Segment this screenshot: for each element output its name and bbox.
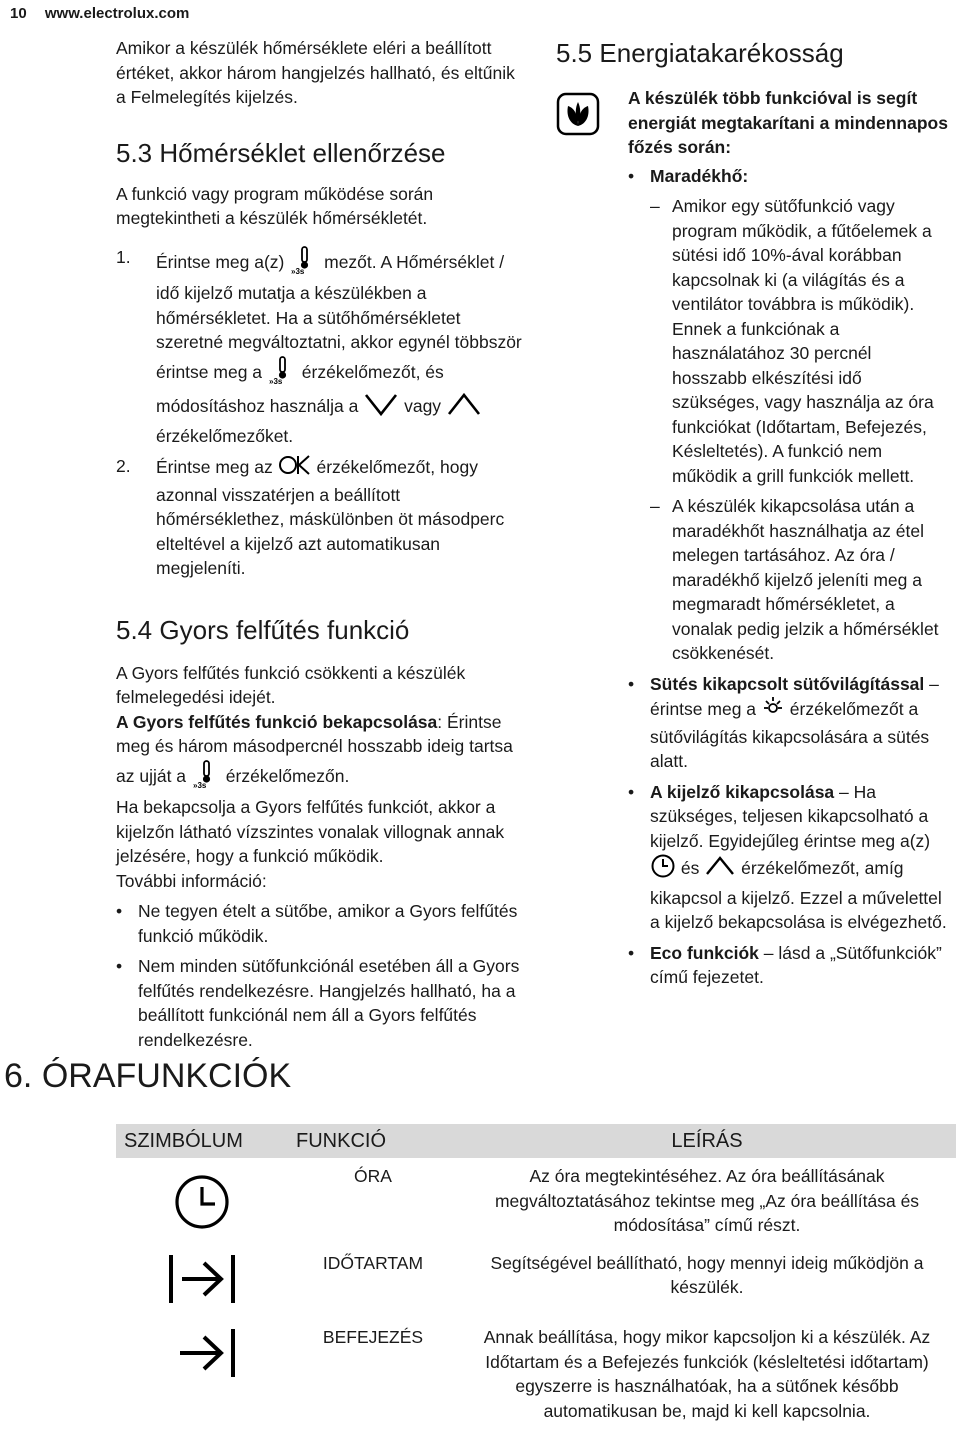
table-row [116, 1319, 956, 1429]
end-icon [166, 1365, 238, 1385]
list-item: • Eco funkciók – lásd a „Sütőfunkciók” című fejezetet. [628, 942, 942, 987]
list-item: • Nem minden sütőfunkciónál esetében áll a Gyors felfűtés rendelkezésre. Hangjelzés hallható, ha a beállított funkciónál nem áll a Gyors felfűtés rendelkezésre. [116, 956, 520, 1050]
list-item: • A kijelző kikapcsolása – Ha szükséges, teljesen kikapcsolható a kijelző. Egyidejűleg érintse meg a(z) és érzékelőmezőt, amíg kikapcsol a kijelző. Ezzel a művelettel a kijelző bekapcsolása is elvégezhető. [628, 781, 947, 932]
section-5-4-p4: További információ: [116, 870, 267, 891]
clock-icon [650, 853, 676, 886]
energy-saving-block [628, 86, 948, 990]
step-2: 2. Érintse meg az érzékelőmezőt, hogy azonnal visszatérjen a beállított hőmérséklethez, máskülönben öt másodperc elteltével a kijelző azt automatikusan megjeleníti. [116, 456, 505, 578]
chevron-down-icon [363, 391, 399, 424]
svg-text:»3s: »3s [192, 780, 207, 789]
chevron-up-icon [446, 391, 482, 424]
step-1: 1. Érintse meg a(z) »3s mezőt. A Hőmérséklet / idő kijelző mutatja a készülékben a hőmérsékletet. Ha a sütőhőmérsékletet szeretné megváltoztatni, akkor egynél többször érintse meg a »3s érzékelőmezőt, és módosításhoz használja a vagy érzékelőmezőket. [116, 246, 522, 446]
svg-text:»3s: »3s [268, 376, 283, 385]
section-5-4-p3: Ha bekapcsolja a Gyors felfűtés funkciót, akkor a kijelzőn látható vízszintes vonalak villognak annak jelzésére, hogy a funkció működik. [116, 797, 505, 866]
section-5-3-intro: A funkció vagy program működése során megtekintheti a készülék hőmérsékletét. [116, 183, 434, 228]
table-row [116, 1158, 956, 1245]
quick-heat-bullets [116, 899, 526, 1052]
list-item: • Maradékhő: – Amikor egy sütőfunkció vagy program működik, a fűtőelemek a sütési idő 10%-ával korábban kapcsolnak ki (a világítás és a ventilátor továbbra is működik). Ennek a funkciónak a használatához 30 percnél hosszabb elkészítési idő szükséges, vagy használja az óra funkciókat (Időtartam, Befejezés, Késleltetés). A funkció nem működik a grill funkciók mellett. – A készülék kikapcsolása után a maradékhőt használhatja az étel melegen tartásához. Az óra / maradékhő kijelző jeleníti meg a megmaradt hőmérsékletet, a vonalak pedig jelzik a hőmérséklet csökkenését. [628, 164, 948, 666]
energy-bullets [628, 164, 948, 990]
site-link[interactable]: www.electrolux.com [44, 5, 190, 22]
thermometer-3s-icon [191, 759, 221, 796]
section-5-5-heading: 5.5 Energiatakarékosság [556, 38, 844, 68]
list-item: • Sütés kikapcsolt sütővilágítással – érintse meg a érzékelőmezőt a sütővilágítás kikapcsolására a sütés alatt. [628, 673, 939, 771]
section-5-4-p2: A Gyors felfűtés funkció bekapcsolása: Érintse meg és három másodpercnél hosszabb ideig tartsa az ujját a »3s érzékelőmezőn. [116, 710, 526, 796]
section-5-4-p1: A Gyors felfűtés funkció csökkenti a készülék felmelegedési idejét. [116, 662, 466, 707]
ok-icon [278, 454, 312, 483]
duration-icon [166, 1291, 238, 1311]
intro-paragraph: Amikor a készülék hőmérséklete eléri a beállított értéket, akkor három hangjelzés hallható, és eltűnik a Felmelegítés kijelzés. [116, 38, 515, 107]
chevron-up-icon [704, 855, 736, 884]
table-header-row [116, 1124, 956, 1158]
section-5-3-heading: 5.3 Hőmérséklet ellenőrzése [116, 137, 446, 168]
symbol-cell [116, 1319, 288, 1429]
symbol-cell [116, 1158, 288, 1245]
page-number: 10 [10, 5, 27, 22]
function-cell: ÓRA [354, 1166, 392, 1186]
col-header-symbol: SZIMBÓLUM [116, 1124, 288, 1158]
col-header-function: FUNKCIÓ [288, 1124, 458, 1158]
description-cell: Segítségével beállítható, hogy mennyi ideig működjön a készülék. [490, 1252, 924, 1297]
section-5-4-heading: 5.4 Gyors felfűtés funkció [116, 614, 410, 645]
svg-text:»3s: »3s [291, 266, 305, 275]
table-row [116, 1245, 956, 1320]
thermometer-3s-icon [289, 245, 319, 282]
function-cell: BEFEJEZÉS [322, 1327, 424, 1347]
energy-lead: A készülék több funkcióval is segít energiát megtakarítani a mindennapos főzés során: [628, 88, 948, 157]
left-column [116, 36, 526, 1052]
right-column [556, 38, 956, 68]
function-cell: IDŐTARTAM [322, 1252, 424, 1273]
col-header-description: LEÍRÁS [458, 1124, 956, 1158]
sub-item: – A készülék kikapcsolása után a maradékhőt használhatja az étel melegen tartásához. Az óra / maradékhő kijelző jeleníti meg a megmaradt hőmérsékletet, a vonalak pedig jelzik a hőmérséklet csökkenését. [650, 496, 939, 663]
section-6-heading: 6. ÓRAFUNKCIÓK [4, 1057, 292, 1095]
symbol-cell [116, 1245, 288, 1320]
description-cell: Annak beállítása, hogy mikor kapcsoljon ki a készülék. Az Időtartam és a Befejezés funkciók (késleltetési időtartam) egyszerre is használhatóak, ha a sütőnek később automatikusan be, majd ki kell kapcsolnia. [483, 1327, 931, 1421]
list-item: • Ne tegyen ételt a sütőbe, amikor a Gyors felfűtés funkció működik. [116, 901, 518, 946]
description-cell: Az óra megtekintéséhez. Az óra beállításának megváltoztatásához tekintse meg „Az óra beállítása és módosítása” című részt. [494, 1166, 920, 1235]
thermometer-3s-icon [267, 355, 297, 392]
clock-icon [172, 1216, 232, 1236]
page-header [10, 2, 189, 27]
step-number: 1. [116, 246, 131, 267]
eco-leaf-icon [556, 92, 600, 136]
light-bulb-icon [761, 696, 785, 725]
step-number: 2. [116, 456, 131, 476]
sub-item: – Amikor egy sütőfunkció vagy program működik, a fűtőelemek a sütési idő 10%-ával korábban kapcsolnak ki (a világítás és a ventilátor továbbra is működik). Ennek a funkciónak a használatához 30 percnél hosszabb elkészítési idő szükséges, vagy használja az óra funkciókat (Időtartam, Befejezés, Késleltetés). A funkció nem működik a grill funkciók mellett. [650, 196, 934, 486]
clock-functions-table [116, 1124, 956, 1429]
